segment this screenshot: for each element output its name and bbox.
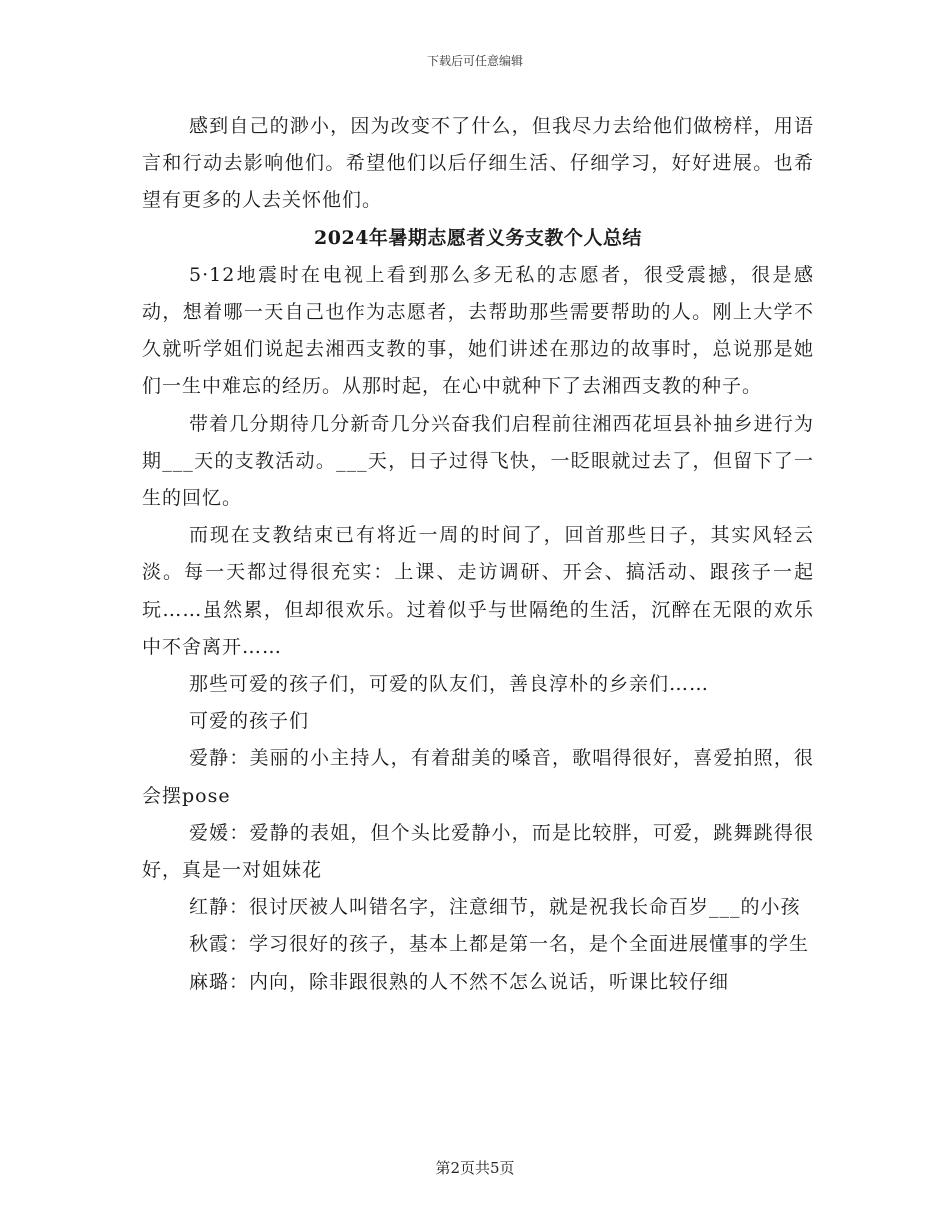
section-label-children: 可爱的孩子们 bbox=[189, 710, 310, 733]
paragraph-trip: 带着几分期待几分新奇几分兴奋我们启程前往湘西花垣县补抽乡进行为期___天的支教活动。___天，日子过得飞快，一眨眼就过去了，但留下了一生的回忆。 bbox=[142, 412, 814, 510]
page-number: 第2页共5页 bbox=[435, 1159, 515, 1177]
child-entry-qiuxia: 秋霞：学习很好的孩子，基本上都是第一名，是个全面进展懂事的学生 bbox=[189, 933, 810, 956]
paragraph-intro: 5·12地震时在电视上看到那么多无私的志愿者，很受震撼，很是感动，想着哪一天自己也作为志愿者，去帮助那些需要帮助的人。刚上大学不久就听学姐们说起去湘西支教的事，她们讲述在那边的故事时，总说那是她们一生中难忘的经历。从那时起，在心中就种下了去湘西支教的种子。 bbox=[142, 263, 814, 398]
child-entry-hongjing: 红静：很讨厌被人叫错名字，注意细节，就是祝我长命百岁___的小孩 bbox=[189, 896, 801, 919]
document-body bbox=[142, 108, 814, 1001]
page-header: 下载后可任意编辑 bbox=[426, 54, 523, 68]
paragraph-reflection: 而现在支教结束已有将近一周的时间了，回首那些日子，其实风轻云淡。每一天都过得很充实：上课、走访调研、开会、搞活动、跟孩子一起玩……虽然累，但却很欢乐。过着似乎与世隔绝的生活，沉醉在无限的欢乐中不舍离开…… bbox=[142, 524, 814, 658]
child-entry-aiyuan: 爱媛：爱静的表姐，但个头比爱静小，而是比较胖，可爱，跳舞跳得很好，真是一对姐妹花 bbox=[142, 821, 814, 882]
paragraph-people: 那些可爱的孩子们，可爱的队友们，善良淳朴的乡亲们…… bbox=[189, 673, 710, 696]
child-entry-aijing: 爱静：美丽的小主持人，有着甜美的嗓音，歌唱得很好，喜爱拍照，很会摆pose bbox=[142, 747, 814, 807]
document-title: 2024年暑期志愿者义务支教个人总结 bbox=[314, 226, 642, 249]
paragraph-continued: 感到自己的渺小，因为改变不了什么，但我尽力去给他们做榜样，用语言和行动去影响他们。希望他们以后仔细生活、仔细学习，好好进展。也希望有更多的人去关怀他们。 bbox=[142, 115, 814, 212]
child-entry-malu: 麻璐：内向，除非跟很熟的人不然不怎么说话，听课比较仔细 bbox=[189, 970, 730, 993]
